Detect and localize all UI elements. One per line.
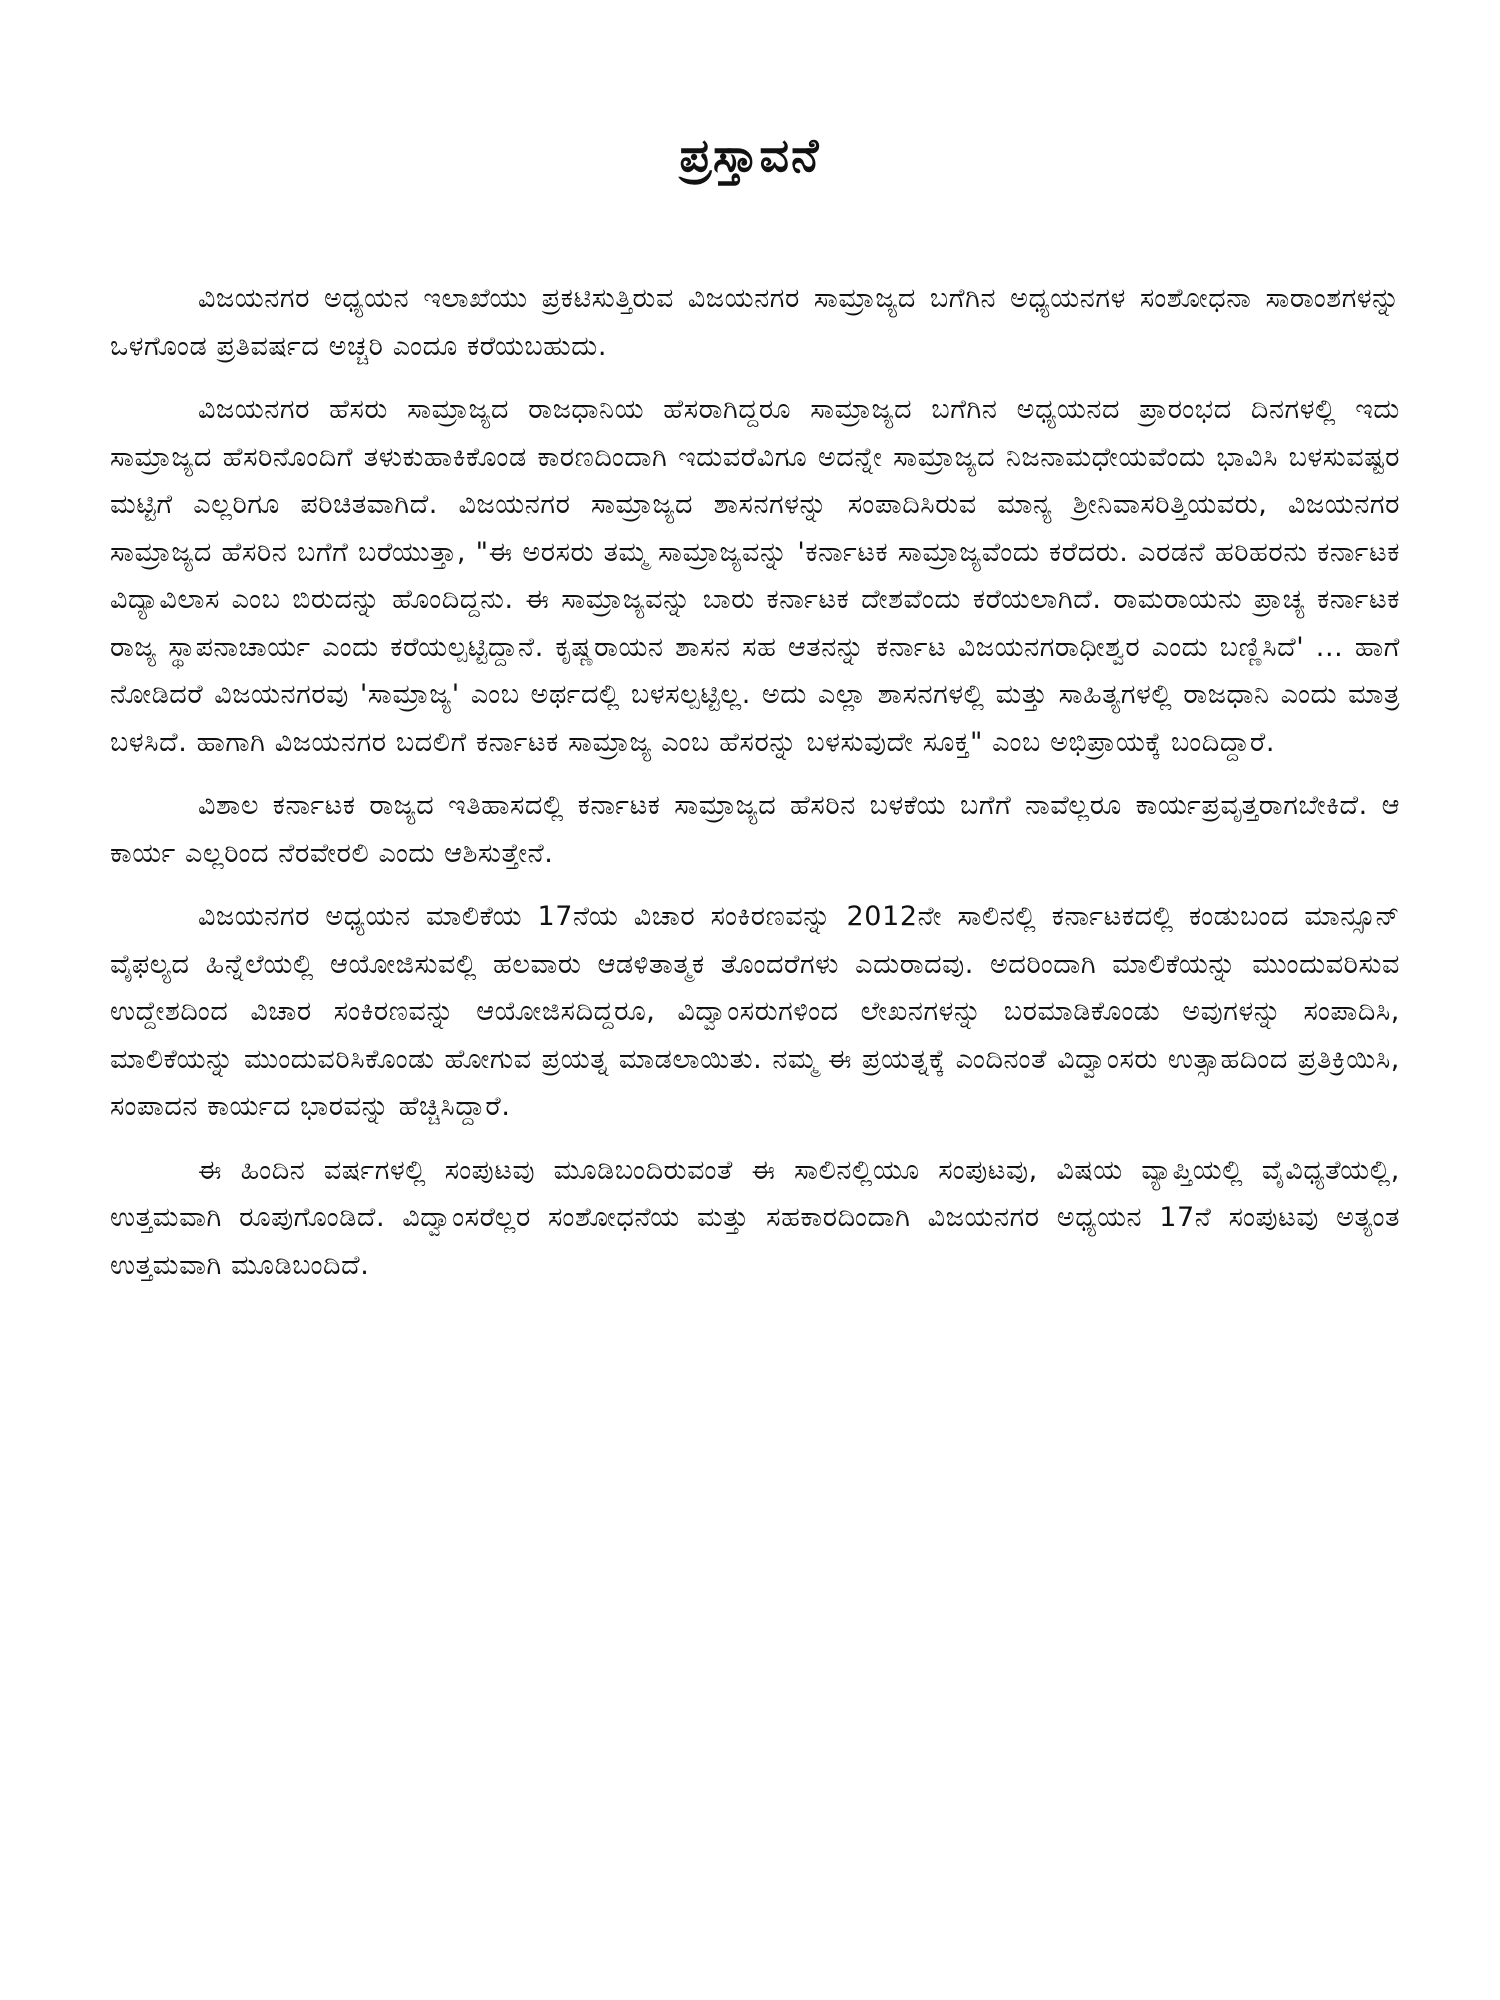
page-title: ಪ್ರಸ್ತಾವನೆ (679, 128, 821, 182)
paragraph-volume: ಈ ಹಿಂದಿನ ವರ್ಷಗಳಲ್ಲಿ ಸಂಪುಟವು ಮೂಡಿಬಂದಿರುವಂತೆ ಈ ಸಾಲಿನಲ್ಲಿಯೂ ಸಂಪುಟವು, ವಿಷಯ ವ್ಯಾಪ್ತಿಯಲ್ಲಿ ವೈವಿಧ್ಯತೆಯಲ್ಲಿ, ಉತ್ತಮವಾಗಿ ರೂಪುಗೊಂಡಿದೆ. ವಿದ್ವಾಂಸರೆಲ್ಲರ ಸಂಶೋಧನೆಯ ಮತ್ತು ಸಹಕಾರದಿಂದಾಗಿ ವಿಜಯನಗರ ಅಧ್ಯಯನ 17ನೆ ಸಂಪುಟವು ಅತ್ಯಂತ ಉತ್ತಮವಾಗಿ ಮೂಡಿಬಂದಿದೆ. (110, 1154, 1400, 1281)
paragraph-appeal: ವಿಶಾಲ ಕರ್ನಾಟಕ ರಾಜ್ಯದ ಇತಿಹಾಸದಲ್ಲಿ ಕರ್ನಾಟಕ ಸಾಮ್ರಾಜ್ಯದ ಹೆಸರಿನ ಬಳಕೆಯ ಬಗೆಗೆ ನಾವೆಲ್ಲರೂ ಕಾರ್ಯಪ್ರವೃತ್ತರಾಗಬೇಕಿದೆ. ಆ ಕಾರ್ಯ ಎಲ್ಲರಿಂದ ನೆರವೇರಲಿ ಎಂದು ಆಶಿಸುತ್ತೇನೆ. (110, 790, 1401, 869)
body-text (110, 275, 1400, 1305)
paragraph-intro: ವಿಜಯನಗರ ಅಧ್ಯಯನ ಇಲಾಖೆಯು ಪ್ರಕಟಿಸುತ್ತಿರುವ ವಿಜಯನಗರ ಸಾಮ್ರಾಜ್ಯದ ಬಗೆಗಿನ ಅಧ್ಯಯನಗಳ ಸಂಶೋಧನಾ ಸಾರಾಂಶಗಳನ್ನು ಒಳಗೊಂಡ ಪ್ರತಿವರ್ಷದ ಅಚ್ಚರಿ ಎಂದೂ ಕರೆಯಬಹುದು. (110, 283, 1400, 362)
paragraph-name-history: ವಿಜಯನಗರ ಹೆಸರು ಸಾಮ್ರಾಜ್ಯದ ರಾಜಧಾನಿಯ ಹೆಸರಾಗಿದ್ದರೂ ಸಾಮ್ರಾಜ್ಯದ ಬಗೆಗಿನ ಅಧ್ಯಯನದ ಪ್ರಾರಂಭದ ದಿನಗಳಲ್ಲಿ ಇದು ಸಾಮ್ರಾಜ್ಯದ ಹೆಸರಿನೊಂದಿಗೆ ತಳುಕುಹಾಕಿಕೊಂಡ ಕಾರಣದಿಂದಾಗಿ ಇದುವರೆವಿಗೂ ಅದನ್ನೇ ಸಾಮ್ರಾಜ್ಯದ ನಿಜನಾಮಧೇಯವೆಂದು ಭಾವಿಸಿ ಬಳಸುವಷ್ಟರ ಮಟ್ಟಿಗೆ ಎಲ್ಲರಿಗೂ ಪರಿಚಿತವಾಗಿದೆ. ವಿಜಯನಗರ ಸಾಮ್ರಾಜ್ಯದ ಶಾಸನಗಳನ್ನು ಸಂಪಾದಿಸಿರುವ ಮಾನ್ಯ ಶ್ರೀನಿವಾಸರಿತ್ತಿಯವರು, ವಿಜಯನಗರ ಸಾಮ್ರಾಜ್ಯದ ಹೆಸರಿನ ಬಗೆಗೆ ಬರೆಯುತ್ತಾ, "ಈ ಅರಸರು ತಮ್ಮ ಸಾಮ್ರಾಜ್ಯವನ್ನು 'ಕರ್ನಾಟಕ ಸಾಮ್ರಾಜ್ಯವೆಂದು ಕರೆದರು. ಎರಡನೆ ಹರಿಹರನು ಕರ್ನಾಟಕ ವಿದ್ಯಾವಿಲಾಸ ಎಂಬ ಬಿರುದನ್ನು ಹೊಂದಿದ್ದನು. ಈ ಸಾಮ್ರಾಜ್ಯವನ್ನು ಬಾರು ಕರ್ನಾಟಕ ದೇಶವೆಂದು ಕರೆಯಲಾಗಿದೆ. ರಾಮರಾಯನು ಪ್ರಾಚ್ಯ ಕರ್ನಾಟಕ ರಾಜ್ಯ ಸ್ಥಾಪನಾಚಾರ್ಯ ಎಂದು ಕರೆಯಲ್ಪಟ್ಟಿದ್ದಾನೆ. ಕೃಷ್ಣರಾಯನ ಶಾಸನ ಸಹ ಆತನನ್ನು ಕರ್ನಾಟ ವಿಜಯನಗರಾಧೀಶ್ವರ ಎಂದು ಬಣ್ಣಿಸಿದೆ' ... ಹಾಗೆ ನೋಡಿದರೆ ವಿಜಯನಗರವು 'ಸಾಮ್ರಾಜ್ಯ' ಎಂಬ ಅರ್ಥದಲ್ಲಿ ಬಳಸಲ್ಪಟ್ಟಿಲ್ಲ. ಅದು ಎಲ್ಲಾ ಶಾಸನಗಳಲ್ಲಿ ಮತ್ತು ಸಾಹಿತ್ಯಗಳಲ್ಲಿ ರಾಜಧಾನಿ ಎಂದು ಮಾತ್ರ ಬಳಸಿದೆ. ಹಾಗಾಗಿ ವಿಜಯನಗರ ಬದಲಿಗೆ ಕರ್ನಾಟಕ ಸಾಮ್ರಾಜ್ಯ ಎಂಬ ಹೆಸರನ್ನು ಬಳಸುವುದೇ ಸೂಕ್ತ" ಎಂಬ ಅಭಿಪ್ರಾಯಕ್ಕೆ ಬಂದಿದ್ದಾರೆ. (110, 394, 1400, 758)
paragraph-seminar: ವಿಜಯನಗರ ಅಧ್ಯಯನ ಮಾಲಿಕೆಯ 17ನೆಯ ವಿಚಾರ ಸಂಕಿರಣವನ್ನು 2012ನೇ ಸಾಲಿನಲ್ಲಿ ಕರ್ನಾಟಕದಲ್ಲಿ ಕಂಡುಬಂದ ಮಾನ್ಸೂನ್ ವೈಫಲ್ಯದ ಹಿನ್ನೆಲೆಯಲ್ಲಿ ಆಯೋಜಿಸುವಲ್ಲಿ ಹಲವಾರು ಆಡಳಿತಾತ್ಮಕ ತೊಂದರೆಗಳು ಎದುರಾದವು. ಅದರಿಂದಾಗಿ ಮಾಲಿಕೆಯನ್ನು ಮುಂದುವರಿಸುವ ಉದ್ದೇಶದಿಂದ ವಿಚಾರ ಸಂಕಿರಣವನ್ನು ಆಯೋಜಿಸದಿದ್ದರೂ, ವಿದ್ವಾಂಸರುಗಳಿಂದ ಲೇಖನಗಳನ್ನು ಬರಮಾಡಿಕೊಂಡು ಅವುಗಳನ್ನು ಸಂಪಾದಿಸಿ, ಮಾಲಿಕೆಯನ್ನು ಮುಂದುವರಿಸಿಕೊಂಡು ಹೋಗುವ ಪ್ರಯತ್ನ ಮಾಡಲಾಯಿತು. ನಮ್ಮ ಈ ಪ್ರಯತ್ನಕ್ಕೆ ಎಂದಿನಂತೆ ವಿದ್ವಾಂಸರು ಉತ್ಸಾಹದಿಂದ ಪ್ರತಿಕ್ರಿಯಿಸಿ, ಸಂಪಾದನ ಕಾರ್ಯದ ಭಾರವನ್ನು ಹೆಚ್ಚಿಸಿದ್ದಾರೆ. (110, 901, 1400, 1122)
